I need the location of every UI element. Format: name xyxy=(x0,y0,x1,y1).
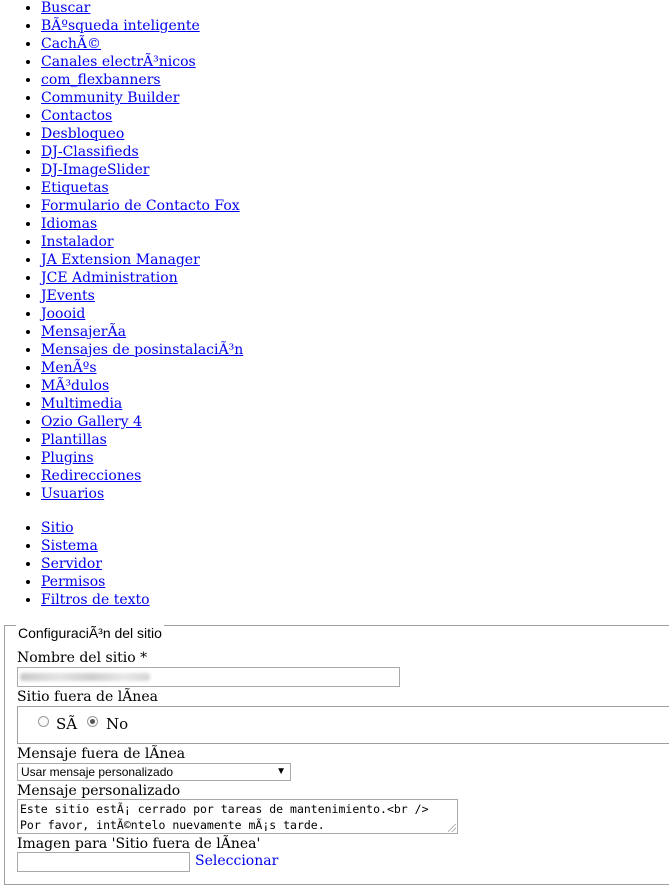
offline-message-select[interactable] xyxy=(17,763,291,781)
offline-label: Sitio fuera de lÃnea xyxy=(17,689,158,705)
custom-message-line-1: Este sitio estÃ¡ cerrado por tareas de mantenimiento.<br /> xyxy=(20,802,429,816)
component-menu-link[interactable]: JEvents xyxy=(41,288,95,304)
system-menu-item xyxy=(41,591,150,609)
offline-no-radio[interactable] xyxy=(87,716,98,727)
component-menu-item xyxy=(41,323,243,341)
component-menu-item xyxy=(41,161,243,179)
components-menu xyxy=(0,0,243,503)
component-menu-link[interactable]: Usuarios xyxy=(41,486,105,502)
component-menu-link[interactable]: CachÃ© xyxy=(41,36,102,52)
component-menu-link[interactable]: JCE Administration xyxy=(41,270,178,286)
offline-yes-label: SÃ xyxy=(56,715,78,733)
component-menu-item xyxy=(41,71,243,89)
system-menu-link[interactable]: Permisos xyxy=(41,574,106,590)
blurred-site-name xyxy=(20,673,150,681)
component-menu-item xyxy=(41,305,243,323)
component-menu-link[interactable]: Etiquetas xyxy=(41,180,109,196)
system-menu-item xyxy=(41,555,150,573)
offline-image-label: Imagen para 'Sitio fuera de lÃnea' xyxy=(17,836,261,852)
site-configuration-legend: ConfiguraciÃ³n del sitio xyxy=(18,625,162,641)
component-menu-link[interactable]: Community Builder xyxy=(41,90,180,106)
system-menu xyxy=(0,519,150,609)
component-menu-link[interactable]: Idiomas xyxy=(41,216,98,232)
component-menu-item xyxy=(41,179,243,197)
system-menu-item xyxy=(41,537,150,555)
component-menu-link[interactable]: BÃºsqueda inteligente xyxy=(41,18,200,34)
component-menu-item xyxy=(41,197,243,215)
component-menu-link[interactable]: MenÃºs xyxy=(41,360,97,376)
component-menu-item xyxy=(41,485,243,503)
component-menu-link[interactable]: Buscar xyxy=(41,0,91,16)
component-menu-item xyxy=(41,431,243,449)
component-menu-link[interactable]: Ozio Gallery 4 xyxy=(41,414,142,430)
component-menu-link[interactable]: Formulario de Contacto Fox xyxy=(41,198,240,214)
component-menu-link[interactable]: MÃ³dulos xyxy=(41,378,110,394)
system-menu-item xyxy=(41,573,150,591)
component-menu-link[interactable]: Canales electrÃ³nicos xyxy=(41,54,196,70)
component-menu-link[interactable]: Joooid xyxy=(41,306,86,322)
component-menu-link[interactable]: MensajerÃa xyxy=(41,324,126,340)
component-menu-link[interactable]: Multimedia xyxy=(41,396,123,412)
component-menu-item xyxy=(41,17,243,35)
component-menu-item xyxy=(41,53,243,71)
custom-message-line-2: Por favor, intÃ©ntelo nuevamente mÃ¡s tarde. xyxy=(20,818,325,832)
offline-message-selected: Usar mensaje personalizado xyxy=(21,765,174,779)
dropdown-arrow-icon: ▼ xyxy=(276,766,286,777)
component-menu-item xyxy=(41,89,243,107)
select-image-button[interactable]: Seleccionar xyxy=(195,853,279,869)
site-name-input[interactable] xyxy=(17,667,400,687)
offline-message-label: Mensaje fuera de lÃnea xyxy=(17,746,186,762)
component-menu-item xyxy=(41,395,243,413)
component-menu-link[interactable]: Redirecciones xyxy=(41,468,142,484)
component-menu-item xyxy=(41,287,243,305)
component-menu-link[interactable]: Plugins xyxy=(41,450,94,466)
component-menu-link[interactable]: com_flexbanners xyxy=(41,72,161,88)
component-menu-link[interactable]: Contactos xyxy=(41,108,113,124)
component-menu-item xyxy=(41,251,243,269)
offline-no-label: No xyxy=(106,715,129,733)
component-menu-item xyxy=(41,215,243,233)
component-menu-link[interactable]: Instalador xyxy=(41,234,114,250)
component-menu-item xyxy=(41,143,243,161)
component-menu-item xyxy=(41,125,243,143)
component-menu-item xyxy=(41,449,243,467)
component-menu-item xyxy=(41,107,243,125)
component-menu-item xyxy=(41,359,243,377)
site-name-label: Nombre del sitio * xyxy=(17,650,148,666)
component-menu-link[interactable]: Desbloqueo xyxy=(41,126,125,142)
component-menu-link[interactable]: JA Extension Manager xyxy=(41,252,200,268)
system-menu-item xyxy=(41,519,150,537)
component-menu-item xyxy=(41,413,243,431)
component-menu-link[interactable]: Plantillas xyxy=(41,432,107,448)
component-menu-link[interactable]: DJ-Classifieds xyxy=(41,144,139,160)
component-menu-link[interactable]: DJ-ImageSlider xyxy=(41,162,150,178)
system-menu-link[interactable]: Servidor xyxy=(41,556,103,572)
custom-message-label: Mensaje personalizado xyxy=(17,783,181,799)
component-menu-item xyxy=(41,233,243,251)
component-menu-link[interactable]: Mensajes de posinstalaciÃ³n xyxy=(41,342,244,358)
component-menu-item xyxy=(41,0,243,17)
component-menu-item xyxy=(41,467,243,485)
component-menu-item xyxy=(41,341,243,359)
component-menu-item xyxy=(41,269,243,287)
offline-yes-radio[interactable] xyxy=(38,716,49,727)
offline-image-input[interactable] xyxy=(17,852,190,872)
component-menu-item xyxy=(41,377,243,395)
component-menu-item xyxy=(41,35,243,53)
system-menu-link[interactable]: Sitio xyxy=(41,520,74,536)
system-menu-link[interactable]: Filtros de texto xyxy=(41,592,150,608)
system-menu-link[interactable]: Sistema xyxy=(41,538,98,554)
custom-message-textarea[interactable] xyxy=(17,799,458,834)
resize-handle-icon[interactable] xyxy=(448,824,456,832)
